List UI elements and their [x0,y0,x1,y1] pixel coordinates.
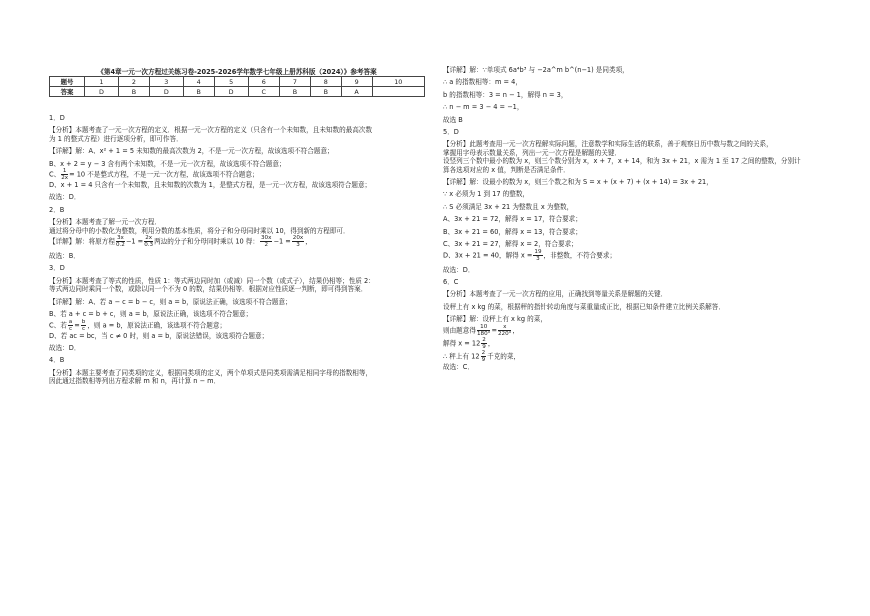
fraction-numerator: 2x [145,235,153,242]
fraction-numerator: 19 [534,248,542,255]
fraction [498,324,511,337]
fraction-denominator: 0.3 [144,242,154,249]
analysis-text: 【分析】本题考查了一元一次方程的应用，正确找到等量关系是解题的关键． [443,290,668,299]
fraction-denominator: 180° [476,330,491,337]
detail-text: 【详解】解：设秤上有 x kg 的菜， [443,315,547,324]
table-cell: 10 [372,77,424,87]
table-cell: D [214,87,248,97]
text-fragment: 千克的菜， [487,352,521,361]
table-cell: 9 [341,77,372,87]
fraction [61,168,68,181]
question-number: 5．D [443,128,459,137]
fraction [260,235,272,248]
fraction-denominator: 3 [536,255,540,262]
text-fragment: 【详解】解：将原方程 [49,237,115,246]
fraction-denominator: c [68,325,73,332]
fraction-denominator: 2x [61,175,69,182]
text-fragment: = [491,326,497,335]
text-fragment: ，则 a = b，原说法正确，该选项不符合题意； [87,321,227,329]
fraction-numerator: b [81,318,86,325]
fraction-denominator: c [82,325,86,332]
text-fragment: = [74,321,80,329]
analysis-text: 等式两边同时乘同一个数，或除以同一个不为 0 的数，结果仍相等．根据对应性质逐一判断，即可得到答案． [49,285,368,294]
table-cell: 7 [279,77,310,87]
text-fragment: 解得 x = 12 [443,339,481,348]
conclusion-text: 故选：D． [49,193,81,202]
text-fragment: ， [512,326,520,335]
detail-text: 【详解】解：A、x² + 1 = 5 未知数的最高次数为 2，不是一元一次方程，故该选项不符合题意； [49,147,334,156]
text-fragment: −1 = [273,237,291,246]
fraction [116,235,125,248]
analysis-text: 【分析】本题考查了解一元一次方程． [49,218,162,227]
fraction [144,235,153,248]
detail-text: b 的指数相等：3 = n − 1，解得 n = 3， [443,90,568,99]
analysis-text: 因此通过指数相等列出方程求解 m 和 n，再计算 n − m． [49,377,221,386]
conclusion-text: 故选：B． [49,252,80,261]
row-label-answer: 答案 [50,87,85,97]
detail-text-with-fraction [49,235,425,248]
detail-text: ∴ S 必须满足 3x + 21 为整数且 x 为整数， [443,202,574,211]
fraction-denominator: 9 [481,356,486,363]
detail-text: ∴ n − m = 3 − 4 = −1， [443,103,524,112]
right-column [443,66,823,371]
table-cell: 5 [214,77,248,87]
question-number: 3．D [49,264,65,273]
analysis-text: 掌握用字母表示数量关系，列出一元一次方程是解题的关键． [443,148,622,157]
text-fragment: 两边的分子和分母同时乘以 10 得： [154,237,259,246]
fraction [477,324,490,337]
text-fragment: C、若 [49,321,67,329]
analysis-text: 设竖列三个数中最小的数为 x，则三个数分别为 x，x + 7，x + 14，和为 3x + 21，x 需为 1 至 17 之间的整数，分别计 [443,157,801,166]
table-cell: 8 [310,77,341,87]
fraction-denominator: 0.2 [115,242,125,249]
table-cell: 3 [149,77,183,87]
answer-table-answer-row [50,87,425,97]
answer-table-number-row [50,77,425,87]
analysis-text: 【分析】本题考查了等式的性质，性质 1：等式两边同时加（或减）同一个数（或式子），结果仍相等；性质 2： [49,276,375,285]
table-cell: D [85,87,119,97]
detail-text-with-fraction [49,168,425,181]
fraction [481,337,487,350]
analysis-text: 设秤上有 x kg 的菜，根据秤的指针转动角度与菜重量成正比，根据已知条件建立比例关系解答． [443,302,725,311]
fraction-numerator: 2 [481,349,486,356]
detail-text: 【详解】解：设最小的数为 x，则三个数之和为 S = x + (x + 7) + (x + 14) = 3x + 21， [443,178,713,187]
detail-text-with-fraction [443,249,823,262]
question-number: 6．C [443,277,459,286]
conclusion-text: 故选：D． [49,343,81,352]
fraction [481,350,487,363]
detail-text: D、x + 1 = 4 只含有一个未知数，且未知数的次数为 1，是整式方程，是一元一次方程，故该选项符合题意； [49,181,372,190]
question-number: 1．D [49,114,65,122]
question-number: 4．B [49,356,65,365]
table-cell: 1 [85,77,119,87]
table-cell [372,87,424,97]
table-cell: B [183,87,214,97]
solution-line [443,337,823,350]
conclusion-text: 故选：C． [443,362,474,371]
fraction-numerator: 1 [62,168,67,175]
fraction [292,235,304,248]
analysis-text: 【分析】本题主要考查了同类项的定义，根据同类项的定义，两个单项式是同类项需满足相同字母的指数相等， [49,368,373,377]
row-label-number: 题号 [50,77,85,87]
text-fragment: 则由题意得 [443,326,476,335]
detail-text: 【详解】解：A、若 a − c = b − c，则 a = b，原说法正确，该选项不符合题意； [49,297,292,306]
fraction [68,319,73,332]
analysis-text: 算各选项对应的 x 值，判断是否满足条件． [443,165,570,174]
fraction-numerator: 10 [477,324,490,331]
text-fragment: ， [487,339,495,348]
detail-text: ∵ x 必须为 1 到 17 的整数， [443,190,530,199]
fraction-numerator: x [498,324,511,331]
text-fragment: ∴ 秤上有 12 [443,352,480,361]
detail-text: ∴ a 的指数相等：m = 4， [443,78,522,87]
detail-text: D、若 ac = bc，当 c ≠ 0 时，则 a = b，原说法错误，该选项符合题意； [49,331,269,340]
fraction-numerator: a [68,318,73,325]
detail-text-with-fraction [49,319,425,332]
detail-text: B、x + 2 = y − 3 含有两个未知数，不是一元一次方程，故该选项不符合题意； [49,159,286,168]
left-column [49,114,425,386]
fraction-numerator: 2 [482,336,486,343]
fraction [533,249,542,262]
fraction-numerator: 20x [292,235,304,242]
text-fragment: ，非整数，不符合要求； [543,251,617,259]
detail-text: A、3x + 21 = 72，解得 x = 17，符合要求； [443,215,582,224]
conclusion-line [443,350,823,363]
table-cell: C [248,87,279,97]
text-fragment: D、3x + 21 = 40，解得 x = [443,251,533,259]
analysis-text: 【分析】本题考查了一元一次方程的定义．根据一元一次方程的定义（只含有一个未知数，且未知数的最高次数 [49,126,373,135]
table-cell: B [279,87,310,97]
fraction-denominator: 220° [497,330,512,337]
text-fragment: = 10 不是整式方程，不是一元一次方程，故该选项不符合题意； [69,170,259,179]
fraction-denominator: 2 [264,242,268,249]
fraction-denominator: 9 [482,343,486,350]
table-cell: 2 [118,77,149,87]
text-fragment: ， [305,237,312,246]
fraction-numerator: 3x [116,235,124,242]
analysis-text: 通过将分母中的小数化为整数，利用分数的基本性质，将分子和分母同时乘以 10，得到新的方程即可． [49,226,350,235]
detail-text: B、3x + 21 = 60，解得 x = 13，符合要求； [443,227,582,236]
fraction-denominator: 3 [296,242,300,249]
table-cell: 4 [183,77,214,87]
question-number: 2．B [49,205,65,214]
fraction-numerator: 30x [261,235,272,242]
fraction [81,319,87,332]
table-cell: B [118,87,149,97]
text-fragment: C、 [49,170,61,179]
answer-table [49,76,425,97]
equation-line [443,324,823,337]
detail-text: C、3x + 21 = 27，解得 x = 2，符合要求； [443,240,578,249]
conclusion-text: 故选 B [443,115,463,124]
text-fragment: −1 = [125,237,144,246]
detail-text: 【详解】解：∵单项式 6a⁴b³ 与 −2a^m b^(n−1) 是同类项， [443,66,629,74]
conclusion-text: 故选：D． [443,265,475,274]
table-cell: D [149,87,183,97]
detail-text: B、若 a + c = b + c，则 a = b，原说法正确，该选项不符合题意； [49,310,253,319]
analysis-text: 【分析】此题考查用一元一次方程解实际问题，注意数学和实际生活的联系，善于观察日历中数与数之间的关系， [443,140,773,149]
table-cell: A [341,87,372,97]
table-cell: B [310,87,341,97]
document-title: 《第4章一元一次方程过关练习卷-2025-2026学年数学七年级上册苏科版（2024）》参考答案 [97,68,377,76]
table-cell: 6 [248,77,279,87]
analysis-text: 为 1 的整式方程）进行逐项分析，即可作答． [49,134,183,143]
